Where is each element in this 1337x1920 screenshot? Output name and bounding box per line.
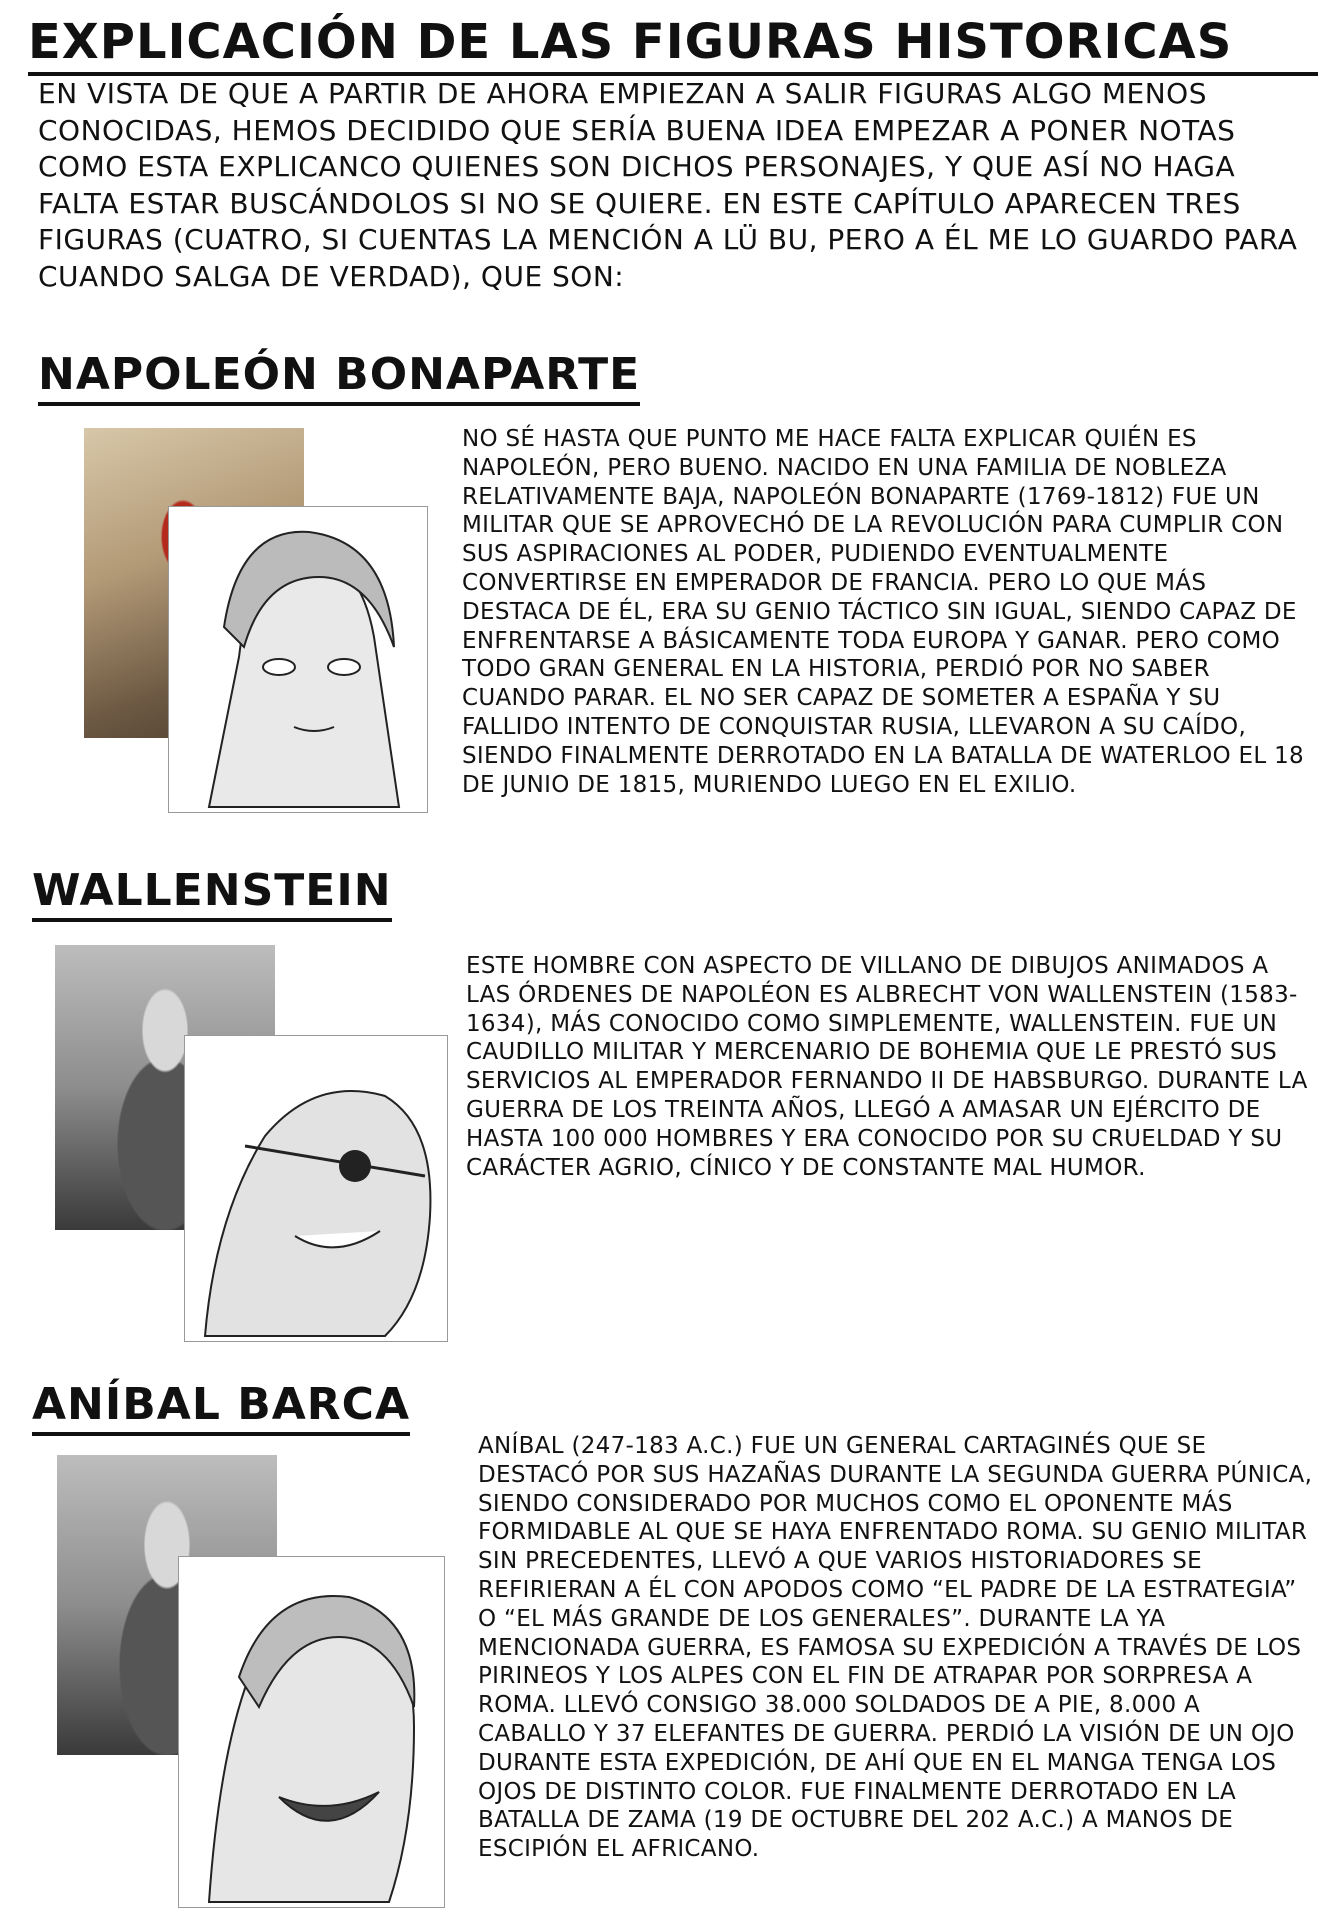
page-title: EXPLICACIÓN DE LAS FIGURAS HISTORICAS (28, 14, 1318, 76)
napoleon-manga-image (168, 506, 428, 813)
wallenstein-manga-image (184, 1035, 448, 1342)
section-text-napoleon: NO SÉ HASTA QUE PUNTO ME HACE FALTA EXPLICAR QUIÉN ES NAPOLEÓN, PERO BUENO. NACIDO EN UNA FAMILIA DE NOBLEZA RELATIVAMENTE BAJA, NAPOLEÓN BONAPARTE (1769-1812) FUE UN MILITAR QUE SE APROVECHÓ DE LA REVOLUCIÓN PARA CUMPLIR CON SUS ASPIRACIONES AL PODER, PUDIENDO EVENTUALMENTE CONVERTIRSE EN EMPERADOR DE FRANCIA. PERO LO QUE MÁS DESTACA DE ÉL, ERA SU GENIO TÁCTICO SIN IGUAL, SIENDO CAPAZ DE ENFRENTARSE A BÁSICAMENTE TODA EUROPA Y GANAR. PERO COMO TODO GRAN GENERAL EN LA HISTORIA, PERDIÓ POR NO SABER CUANDO PARAR. EL NO SER CAPAZ DE SOMETER A ESPAÑA Y SU FALLIDO INTENTO DE CONQUISTAR RUSIA, LLEVARON A SU CAÍDO, SIENDO FINALMENTE DERROTADO EN LA BATALLA DE WATERLOO EL 18 DE JUNIO DE 1815, MURIENDO LUEGO EN EL EXILIO. (462, 426, 1304, 798)
section-title-anibal: ANÍBAL BARCA (32, 1380, 410, 1436)
intro-paragraph: EN VISTA DE QUE A PARTIR DE AHORA EMPIEZAN A SALIR FIGURAS ALGO MENOS CONOCIDAS, HEMOS DECIDIDO QUE SERÍA BUENA IDEA EMPEZAR A PONER NOTAS COMO ESTA EXPLICANCO QUIENES SON DICHOS PERSONAJES, Y QUE ASÍ NO HAGA FALTA ESTAR BUSCÁNDOLOS SI NO SE QUIERE. EN ESTE CAPÍTULO APARECEN TRES FIGURAS (CUATRO, SI CUENTAS LA MENCIÓN A LÜ BU, PERO A ÉL ME LO GUARDO PARA CUANDO SALGA DE VERDAD), QUE SON: (38, 77, 1298, 293)
section-text-wallenstein: ESTE HOMBRE CON ASPECTO DE VILLANO DE DIBUJOS ANIMADOS A LAS ÓRDENES DE NAPOLÉON ES ALBRECHT VON WALLENSTEIN (1583-1634), MÁS CONOCIDO COMO SIMPLEMENTE, WALLENSTEIN. FUE UN CAUDILLO MILITAR Y MERCENARIO DE BOHEMIA QUE LE PRESTÓ SUS SERVICIOS AL EMPERADOR FERNANDO II DE HABSBURGO. DURANTE LA GUERRA DE LOS TREINTA AÑOS, LLEGÓ A AMASAR UN EJÉRCITO DE HASTA 100 000 HOMBRES Y ERA CONOCIDO POR SU CRUELDAD Y SU CARÁCTER AGRIO, CÍNICO Y DE CONSTANTE MAL HUMOR. (466, 953, 1308, 1181)
section-title-napoleon: NAPOLEÓN BONAPARTE (38, 350, 640, 406)
section-text-anibal: ANÍBAL (247-183 A.C.) FUE UN GENERAL CARTAGINÉS QUE SE DESTACÓ POR SUS HAZAÑAS DURANTE LA SEGUNDA GUERRA PÚNICA, SIENDO CONSIDERADO POR MUCHOS COMO EL OPONENTE MÁS FORMIDABLE AL QUE SE HAYA ENFRENTADO ROMA. SU GENIO MILITAR SIN PRECEDENTES, LLEVÓ A QUE VARIOS HISTORIADORES SE REFIRIERAN A ÉL CON APODOS COMO “EL PADRE DE LA ESTRATEGIA” O “EL MÁS GRANDE DE LOS GENERALES”. DURANTE LA YA MENCIONADA GUERRA, ES FAMOSA SU EXPEDICIÓN A TRAVÉS DE LOS PIRINEOS Y LOS ALPES CON EL FIN DE ATRAPAR POR SORPRESA A ROMA. LLEVÓ CONSIGO 38.000 SOLDADOS DE A PIE, 8.000 A CABALLO Y 37 ELEFANTES DE GUERRA. PERDIÓ LA VISIÓN DE UN OJO DURANTE ESTA EXPEDICIÓN, DE AHÍ QUE EN EL MANGA TENGA LOS OJOS DE DISTINTO COLOR. FUE FINALMENTE DERROTADO EN LA BATALLA DE ZAMA (19 DE OCTUBRE DEL 202 A.C.) A MANOS DE ESCIPIÓN EL AFRICANO. (478, 1433, 1313, 1863)
section-title-wallenstein: WALLENSTEIN (32, 866, 392, 922)
anibal-manga-image (178, 1556, 445, 1908)
